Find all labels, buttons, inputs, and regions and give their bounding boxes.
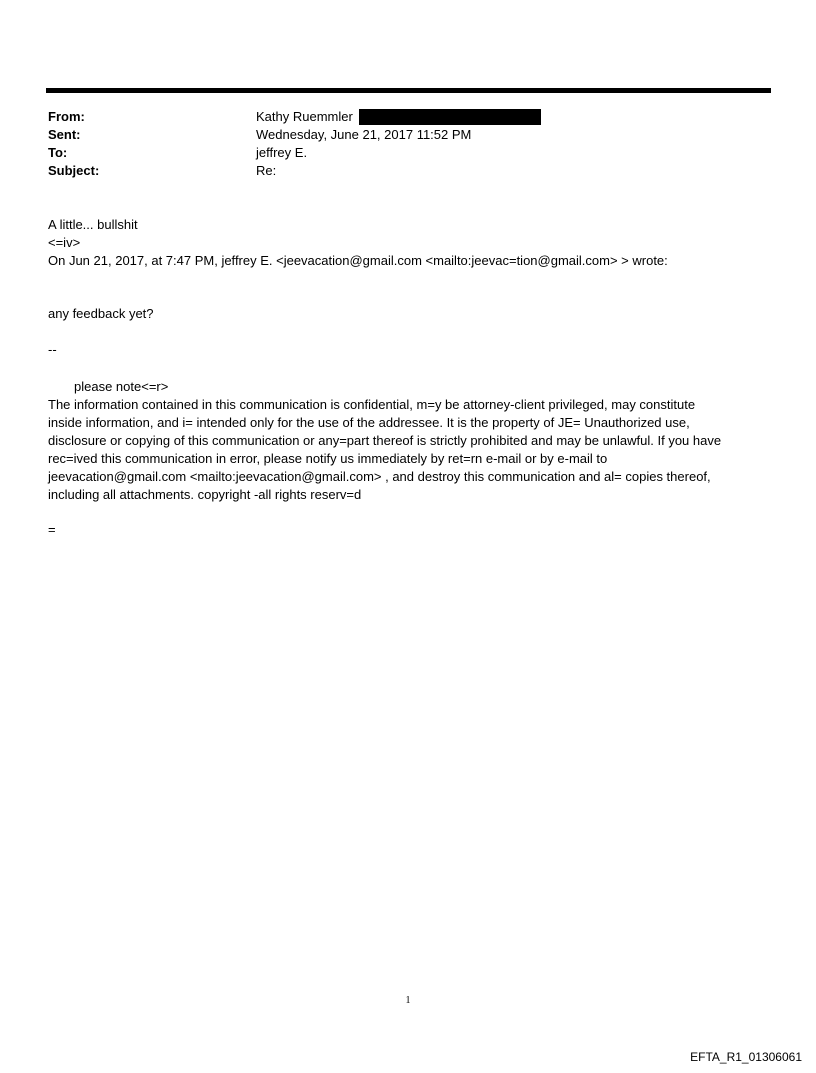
page-number: 1 bbox=[405, 995, 411, 1006]
please-note-line: please note<=r> bbox=[74, 379, 169, 394]
reply-line: A little... bullshit bbox=[48, 217, 138, 232]
to-row bbox=[48, 144, 768, 162]
from-value: Kathy Ruemmler bbox=[256, 109, 353, 124]
disclaimer-line: inside information, and i= intended only for the use of the addressee. It is the property of JE= Unauthorized use, bbox=[48, 415, 690, 430]
question-line: any feedback yet? bbox=[48, 306, 154, 321]
quote-header: On Jun 21, 2017, at 7:47 PM, jeffrey E. <jeevacation@gmail.com <mailto:jeevac=tion@gmail.com> > wrote: bbox=[48, 253, 668, 268]
subject-value: Re: bbox=[256, 163, 277, 178]
redaction-box bbox=[359, 109, 541, 125]
header-rule bbox=[46, 88, 771, 93]
from-value-wrap bbox=[256, 108, 541, 126]
disclaimer-line: rec=ived this communication in error, please notify us immediately by ret=rn e-mail or by e-mail to bbox=[48, 451, 608, 466]
sent-label: Sent: bbox=[48, 127, 81, 142]
disclaimer-line: The information contained in this communication is confidential, m=y be attorney-client privileged, may constitute bbox=[48, 397, 696, 412]
to-value: jeffrey E. bbox=[256, 145, 308, 160]
signature-separator: -- bbox=[48, 342, 57, 357]
disclaimer-line: disclosure or copying of this communication or any=part thereof is strictly prohibited and may be unlawful. If you have bbox=[48, 433, 722, 448]
div-artifact: <=iv> bbox=[48, 235, 81, 250]
from-row bbox=[48, 108, 768, 126]
to-label: To: bbox=[48, 145, 68, 160]
disclaimer-line: jeevacation@gmail.com <mailto:jeevacation@gmail.com> , and destroy this communication and al= copies thereof, bbox=[48, 469, 711, 484]
sent-row bbox=[48, 126, 768, 144]
disclaimer-line: including all attachments. copyright -all rights reserv=d bbox=[48, 487, 362, 502]
from-label: From: bbox=[48, 109, 85, 124]
sent-value: Wednesday, June 21, 2017 11:52 PM bbox=[256, 127, 472, 142]
confidentiality-disclaimer bbox=[48, 396, 768, 504]
trailing-equals: = bbox=[48, 522, 56, 537]
bates-number: EFTA_R1_01306061 bbox=[690, 1050, 802, 1064]
email-header bbox=[48, 108, 768, 180]
subject-row bbox=[48, 162, 768, 180]
subject-label: Subject: bbox=[48, 163, 100, 178]
